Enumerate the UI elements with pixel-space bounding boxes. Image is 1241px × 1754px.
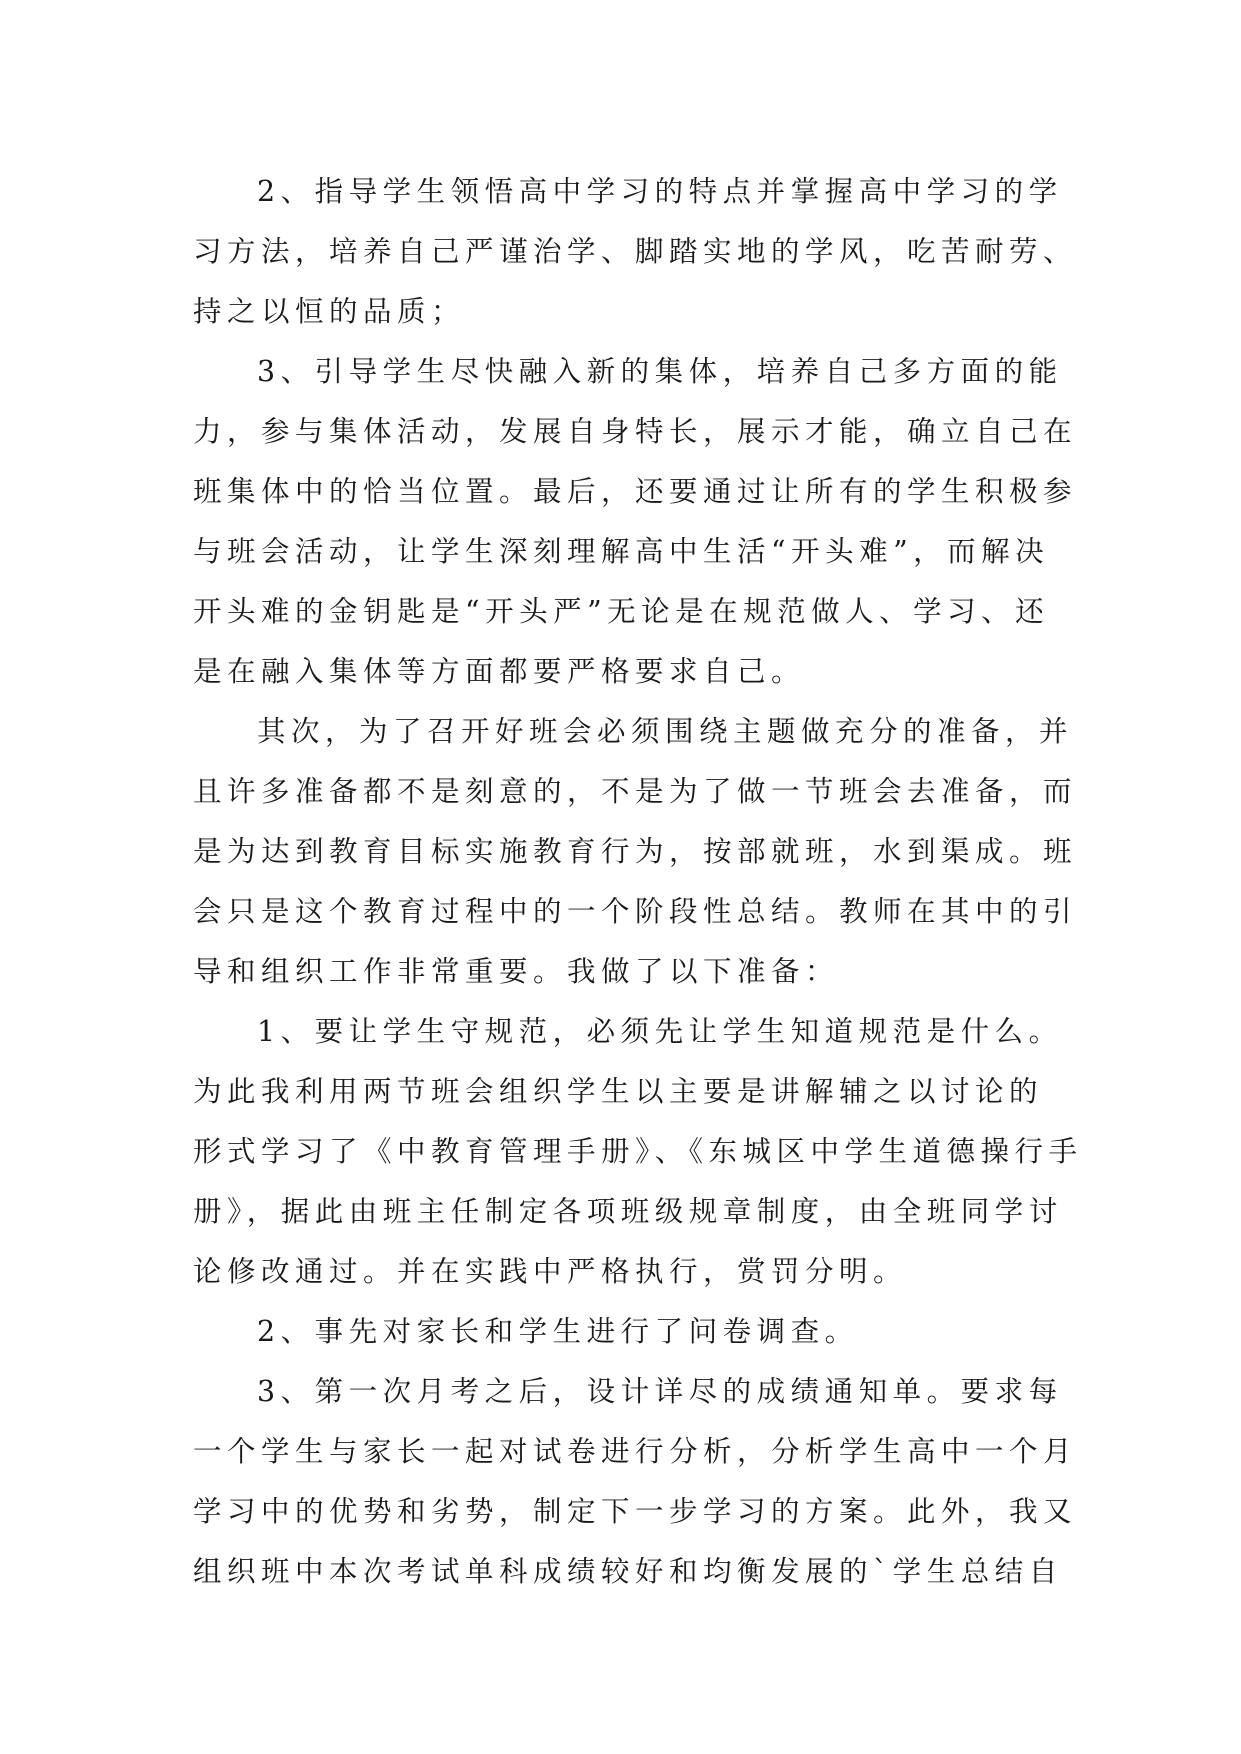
- text-line: 学习中的优势和劣势，制定下一步学习的方案。此外，我又: [193, 1495, 1078, 1528]
- text-line: 持之以恒的品质；: [193, 295, 466, 328]
- text-line: 其次，为了召开好班会必须围绕主题做充分的准备，并: [257, 715, 1074, 748]
- text-line: 形式学习了《中教育管理手册》、《东城区中学生道德操行手: [193, 1135, 1083, 1168]
- text-line: 册》，据此由班主任制定各项班级规章制度，由全班同学讨: [193, 1195, 1063, 1228]
- text-line: 2、事先对家长和学生进行了问卷调查。: [257, 1315, 859, 1348]
- text-line: 为此我利用两节班会组织学生以主要是讲解辅之以讨论的: [193, 1075, 1044, 1108]
- text-line: 组织班中本次考试单科成绩较好和均衡发展的`学生总结自: [193, 1555, 1063, 1588]
- text-line: 1、要让学生守规范，必须先让学生知道规范是什么。: [257, 1015, 1063, 1048]
- text-line: 开头难的金钥匙是“开头严”无论是在规范做人、学习、还: [193, 595, 1050, 628]
- text-line: 3、引导学生尽快融入新的集体，培养自己多方面的能: [257, 355, 1063, 388]
- text-line: 力，参与集体活动，发展自身特长，展示才能，确立自己在: [193, 415, 1078, 448]
- text-line: 班集体中的恰当位置。最后，还要通过让所有的学生积极参: [193, 475, 1078, 508]
- document-body: [193, 162, 1237, 1602]
- text-line: 会只是这个教育过程中的一个阶段性总结。教师在其中的引: [193, 895, 1078, 928]
- text-line: 是为达到教育目标实施教育行为，按部就班，水到渠成。班: [193, 835, 1078, 868]
- text-line: 论修改通过。并在实践中严格执行，赏罚分明。: [193, 1255, 908, 1288]
- text-line: 3、第一次月考之后，设计详尽的成绩通知单。要求每: [257, 1375, 1063, 1408]
- text-line: 导和组织工作非常重要。我做了以下准备：: [193, 955, 840, 988]
- text-line: 且许多准备都不是刻意的，不是为了做一节班会去准备，而: [193, 775, 1078, 808]
- text-line: 习方法，培养自己严谨治学、脚踏实地的学风，吃苦耐劳、: [193, 235, 1078, 268]
- text-line: 与班会活动，让学生深刻理解高中生活“开头难”，而解决: [193, 535, 1050, 568]
- text-line: 是在融入集体等方面都要严格要求自己。: [193, 655, 806, 688]
- text-line: 一个学生与家长一起对试卷进行分析，分析学生高中一个月: [193, 1435, 1078, 1468]
- text-line: 2、指导学生领悟高中学习的特点并掌握高中学习的学: [257, 175, 1063, 208]
